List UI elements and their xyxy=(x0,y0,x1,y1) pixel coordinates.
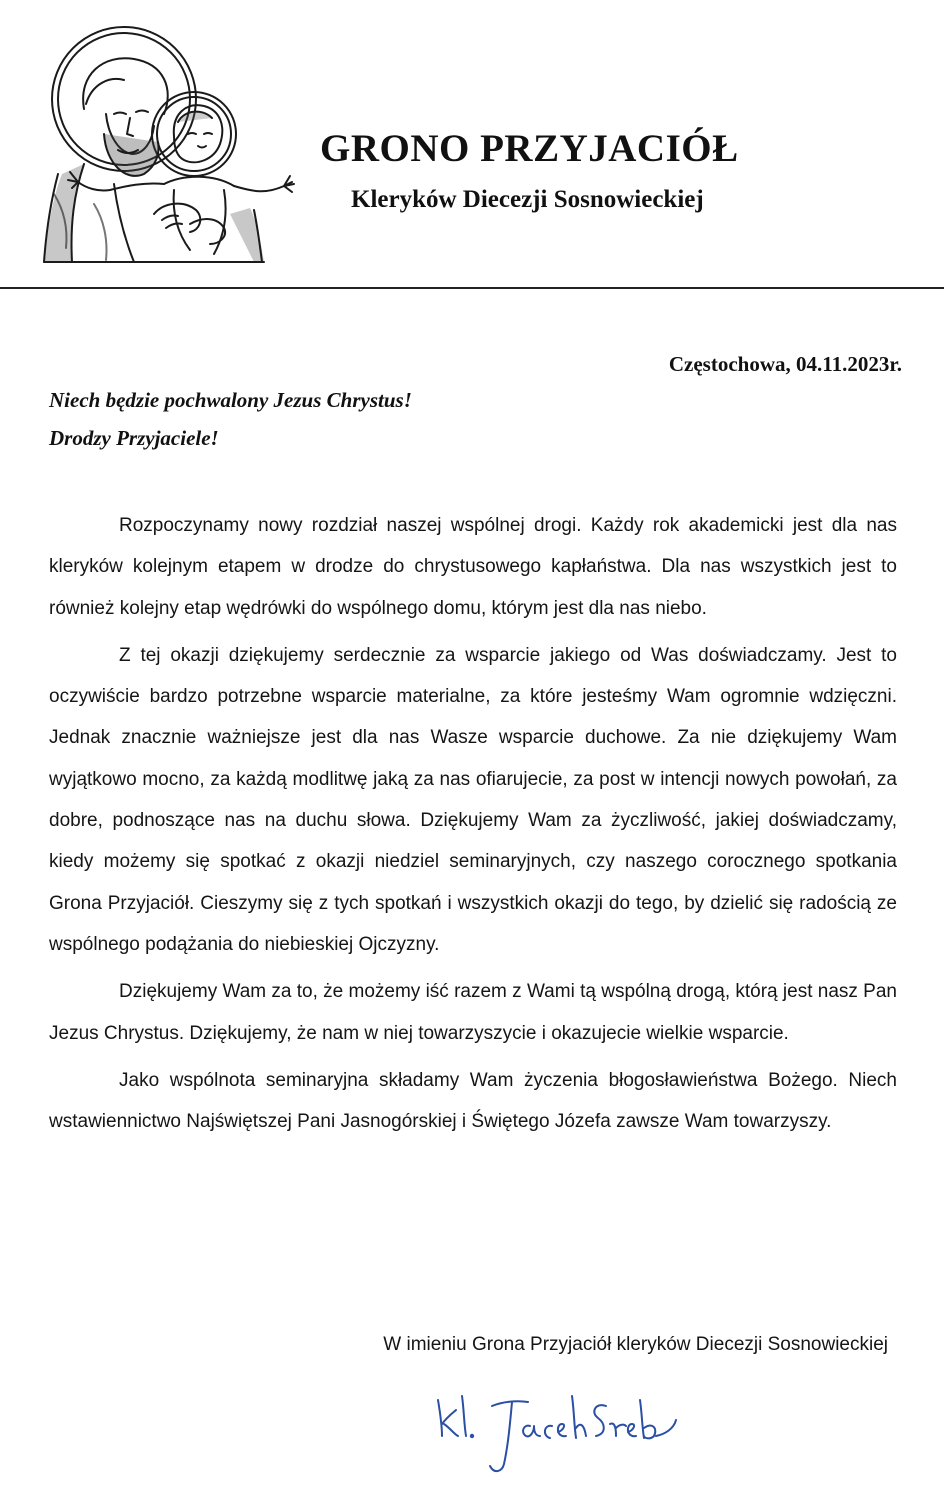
paragraph-2: Z tej okazji dziękujemy serdecznie za wsparcie jakiego od Was doświadczamy. Jest to oczywiście bardzo potrzebne wsparcie materialne, za które jesteśmy Wam ogromnie wdzięczni. Jednak znacznie ważniejsze jest dla nas Wasze wsparcie duchowe. Za nie dziękujemy Wam wyjątkowo mocno, za każdą modlitwę jaką za nas ofiarujecie, za post w intencji nowych powołań, za dobre, podnoszące nas na duchu słowa. Dziękujemy Wam za życzliwość, jakiej doświadczamy, kiedy możemy się spotkać z okazji niedziel seminaryjnych, czy naszego corocznego spotkania Grona Przyjaciół. Cieszymy się z tych spotkań i wszystkich okazji do tego, by dzielić się radością ze wspólnego podążania do niebieskiej Ojczyzny. xyxy=(49,644,897,955)
saint-joseph-with-child-icon xyxy=(14,14,304,264)
paragraph-1: Rozpoczynamy nowy rozdział naszej wspólnej drogi. Każdy rok akademicki jest dla nas kleryków kolejnym etapem w drodze do chrystusowego kapłaństwa. Dla nas wszystkich jest to również kolejny etap wędrówki do wspólnego domu, którym jest dla nas niebo. xyxy=(49,515,897,619)
header-divider xyxy=(0,287,944,289)
paragraph-4: Jako wspólnota seminaryjna składamy Wam życzenia błogosławieństwa Bożego. Niech wstawiennictwo Najświętszej Pani Jasnogórskiej i Świętego Józefa zawsze Wam towarzyszy. xyxy=(49,1069,897,1133)
letter-date: Częstochowa, 04.11.2023r. xyxy=(668,352,902,376)
greeting-line-2: Drodzy Przyjaciele! xyxy=(49,426,219,450)
organization-subtitle: Kleryków Diecezji Sosnowieckiej xyxy=(351,186,704,213)
closing-line: W imieniu Grona Przyjaciół kleryków Diecezji Sosnowieckiej xyxy=(383,1334,888,1355)
greeting-line-1: Niech będzie pochwalony Jezus Chrystus! xyxy=(49,388,412,412)
paragraph-3: Dziękujemy Wam za to, że możemy iść razem z Wami tą wspólną drogą, którą jest nasz Pan Jezus Chrystus. Dziękujemy, że nam w niej towarzyszycie i okazujecie wielkie wsparcie. xyxy=(49,981,897,1044)
handwritten-signature xyxy=(430,1380,680,1480)
letter-body xyxy=(49,505,897,1148)
organization-title: GRONO PRZYJACIÓŁ xyxy=(320,127,739,170)
